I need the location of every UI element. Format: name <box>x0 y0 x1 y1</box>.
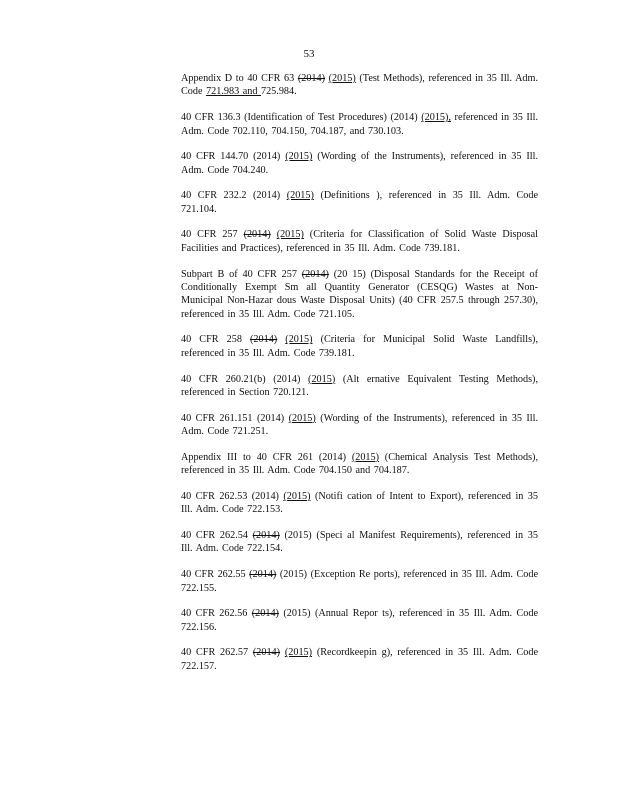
entry-text: (Chemical Analysis Test Methods), referenced in 35 Ill. Adm. Code 704.150 and 704.187. <box>181 451 538 477</box>
entry-text: Subpart B of 40 CFR 257 <box>181 268 302 280</box>
entry-text: 40 CFR 136.3 (Identification of Test Procedures) (2014) <box>181 112 422 124</box>
entry-text: (Recordkeepin g), referenced in 35 Ill. Adm. Code 722.157. <box>181 647 538 672</box>
deleted-text: (2014) <box>252 530 280 542</box>
inserted-text: (2015) <box>328 73 356 84</box>
reference-entry <box>181 568 538 595</box>
entry-text: (2015) (Annual Repor ts), referenced in 35 Ill. Adm. Code 722.156. <box>181 608 538 633</box>
reference-entry <box>181 72 538 99</box>
entry-text: referenced in 35 Ill. Adm. Code 702.110, 704.150, 704.187, and 730.103. <box>181 112 538 137</box>
reference-entry <box>181 412 538 439</box>
inserted-text: 721.983 and <box>206 86 261 98</box>
entry-text: 40 CFR 262.57 <box>181 647 253 659</box>
reference-entry <box>181 607 538 634</box>
inserted-text: (2015) <box>285 334 313 346</box>
entry-text: 40 CFR 262.53 (2014) <box>181 490 284 502</box>
entry-text: (Test Methods), referenced in 35 Ill. Adm. Code <box>181 73 539 98</box>
entry-text: 40 CFR 257 <box>181 229 244 241</box>
inserted-text: (2015) <box>284 647 313 659</box>
deleted-text: (2014) <box>249 569 277 581</box>
inserted-text: (2015) <box>351 451 379 463</box>
entry-text: (Wording of the Instruments), referenced in 35 Ill. Adm. Code 721.251. <box>181 412 539 438</box>
entry-text: (Definitions ), referenced in 35 Ill. Adm. Code 721.104. <box>181 190 538 215</box>
entry-text: (Criteria for Municipal Solid Waste Landfills), referenced in 35 Ill. Adm. Code 739.181. <box>181 334 538 359</box>
reference-entry <box>181 189 538 216</box>
entry-text: (Criteria for Classification of Solid Waste Disposal Facilities and Practices), referenced in 35 Ill. Adm. Code 739.181. <box>181 229 538 254</box>
reference-entry <box>181 268 538 322</box>
reference-entry <box>181 333 538 360</box>
entry-text: (Wording of the Instruments), referenced in 35 Ill. Adm. Code 704.240. <box>181 151 538 176</box>
entry-text: 40 CFR 144.70 (2014) <box>181 151 286 163</box>
reference-entry <box>181 150 538 177</box>
entry-text: 40 CFR 232.2 (2014) <box>181 190 287 202</box>
deleted-text: (2014) <box>252 647 281 659</box>
reference-entry <box>181 451 538 478</box>
page-number: 53 <box>303 48 315 60</box>
entry-text: (20 15) (Disposal Standards for the Receipt of Conditionally Exempt Sm all Quantity Generator (CESQG) Wastes at Non-Municipal Non-Hazar dous Waste Disposal Units) (40 CFR 257.5 through 257.30), referenced in 35 Ill. Adm. Code 721.105. <box>181 268 538 320</box>
entry-text: 40 CFR 262.55 <box>181 569 250 581</box>
entry-text: Appendix III to 40 CFR 261 (2014) <box>181 451 352 463</box>
entry-text: 725.984. <box>260 86 297 98</box>
entry-text: (2015) (Exception Re ports), referenced in 35 Ill. Adm. Code 722.155. <box>181 569 538 594</box>
reference-entry <box>181 111 538 138</box>
inserted-text: (2015) <box>286 190 314 202</box>
deleted-text: (2014) <box>297 73 325 84</box>
deleted-text: (2014) <box>243 229 271 241</box>
inserted-text: (2015) <box>276 229 304 241</box>
inserted-text: (2015), <box>421 112 451 124</box>
inserted-text: (2015) <box>308 373 336 385</box>
entry-text: 40 CFR 262.56 <box>181 608 252 620</box>
inserted-text: (2015) <box>283 490 311 502</box>
entry-text: 40 CFR 262.54 <box>181 530 253 542</box>
reference-entry <box>181 529 538 556</box>
reference-entry <box>181 228 538 255</box>
reference-entry <box>181 646 538 673</box>
entry-text: (Alt ernative Equivalent Testing Methods), referenced in Section 720.121. <box>181 373 539 398</box>
entry-text: (2015) (Speci al Manifest Requirements), referenced in 35 Ill. Adm. Code 722.154. <box>181 530 538 555</box>
reference-entry <box>181 373 538 400</box>
deleted-text: (2014) <box>251 608 279 620</box>
entry-text: (Notifi cation of Intent to Export), referenced in 35 Ill. Adm. Code 722.153. <box>181 490 538 516</box>
inserted-text: (2015) <box>288 412 316 424</box>
deleted-text: (2014) <box>301 268 329 280</box>
deleted-text: (2014) <box>250 334 278 346</box>
entry-text: 40 CFR 258 <box>181 334 251 346</box>
reference-list <box>181 72 538 685</box>
entry-text: 40 CFR 261.151 (2014) <box>181 412 289 424</box>
entry-text: Appendix D to 40 CFR 63 <box>181 73 298 84</box>
inserted-text: (2015) <box>285 151 313 163</box>
entry-text: 40 CFR 260.21(b) (2014) <box>181 373 309 385</box>
reference-entry <box>181 490 538 517</box>
